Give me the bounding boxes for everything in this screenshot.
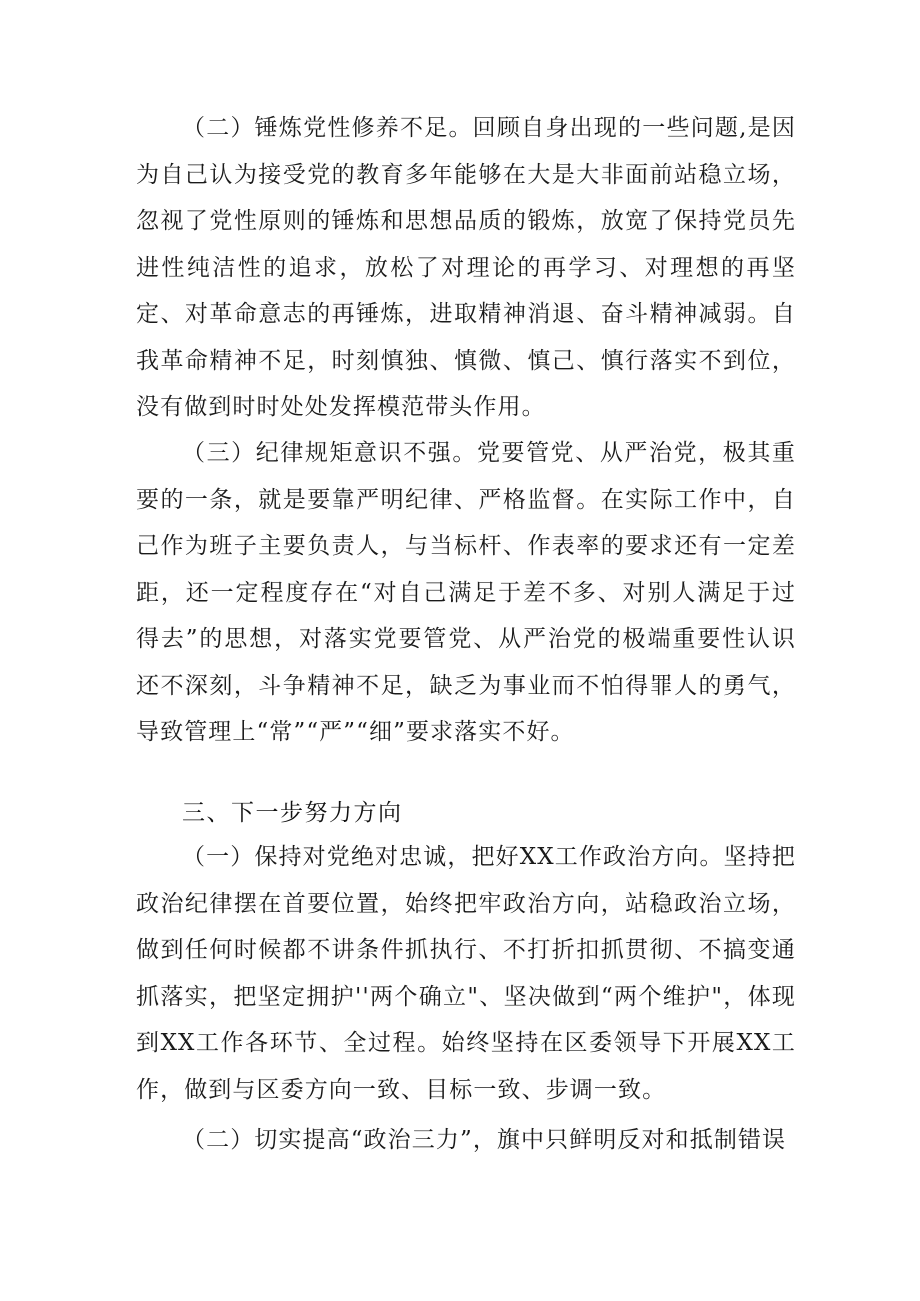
- paragraph-loyalty: （一）保持对党绝对忠诚，把好XX工作政治方向。坚持把政治纪律摆在首要位置，始终把牢政治方向，站稳政治立场，做到任何时候都不讲条件抓执行、不打折扣抓贯彻、不搞变通抓落实，把坚定拥护''两个确立"、坚决做到“两个维护"，体现到XX工作各环节、全过程。始终坚持在区委领导下开展XX工作，做到与区委方向一致、目标一致、步调一致。: [136, 844, 796, 1103]
- paragraph-party-spirit: （二）锤炼党性修养不足。回顾自身出现的一些问题,是因为自己认为接受党的教育多年能够在大是大非面前站稳立场，忽视了党性原则的锤炼和思想品质的锻炼，放宽了保持党员先进性纯洁性的追求，放松了对理论的再学习、对理想的再坚定、对革命意志的再锤炼，进取精神消退、奋斗精神减弱。自我革命精神不足，时刻慎独、慎微、慎己、慎行落实不到位，没有做到时时处处发挥模范带头作用。: [136, 115, 796, 420]
- section-heading: 三、下一步努力方向: [182, 800, 403, 826]
- paragraph-political-ability: （二）切实提高“政治三力”，旗中只鲜明反对和抵制错误: [182, 1127, 787, 1153]
- paragraph-discipline: （三）纪律规矩意识不强。党要管党、从严治党，极其重要的一条，就是要靠严明纪律、严格监督。在实际工作中，自己作为班子主要负责人，与当标杆、作表率的要求还有一定差距，还一定程度存在“对自己满足于差不多、对别人满足于过得去”的思想，对落实党要管党、从严治党的极端重要性认识还不深刻，斗争精神不足，缺乏为事业而不怕得罪人的勇气，导致管理上“常”“严”“细”要求落实不好。: [136, 440, 796, 745]
